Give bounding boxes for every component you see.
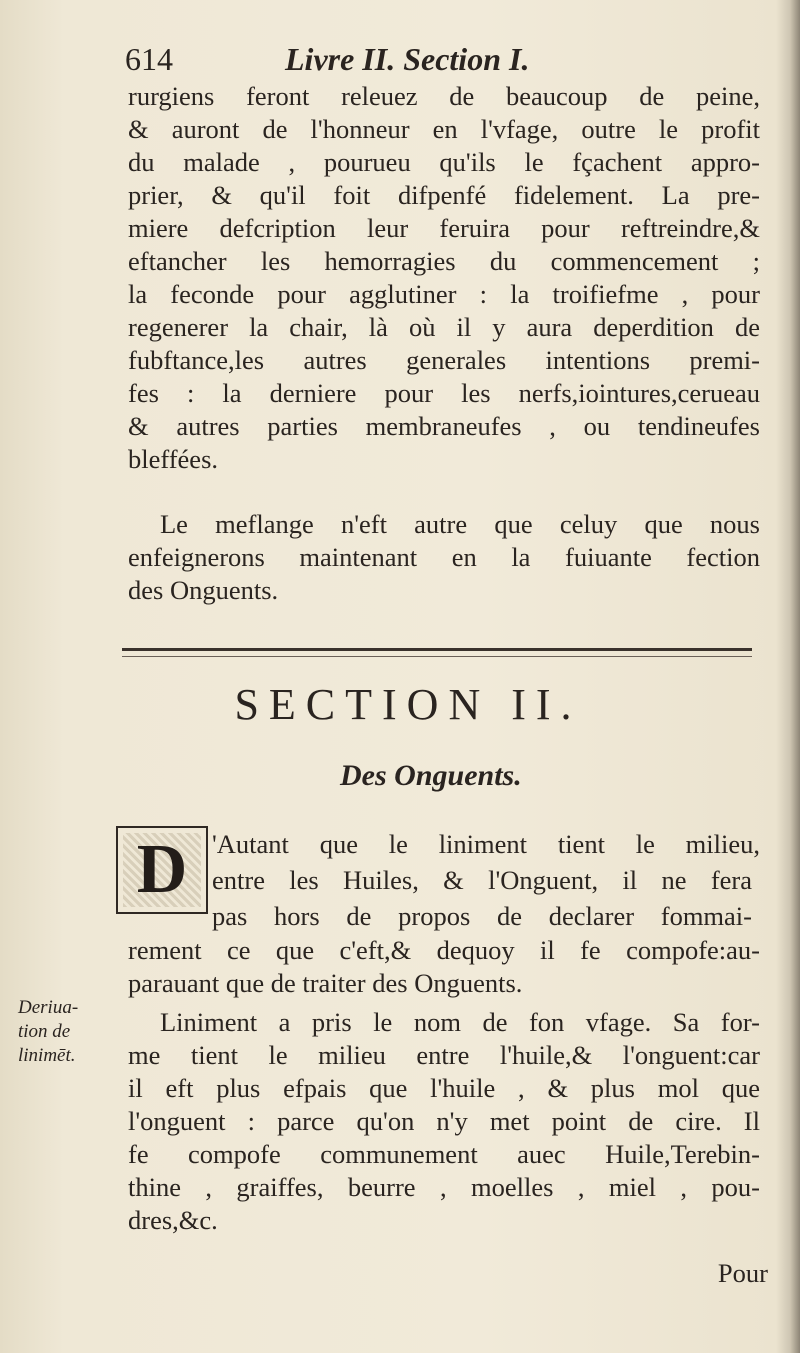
margin-note-line: linimēt. <box>18 1045 76 1066</box>
section-divider-rule <box>122 648 752 657</box>
dropcap-ornament-background <box>123 833 201 907</box>
paragraph-2 <box>128 508 760 607</box>
text-line: prier, & qu'il foit difpenfé fidelement. La pre- <box>128 180 760 210</box>
page-header <box>125 38 765 80</box>
paragraph-3 <box>128 934 760 1000</box>
text-line: enfeignerons maintenant en la fuiuante fection <box>128 542 760 572</box>
text-line: eftancher les hemorragies du commencement ; <box>128 246 760 276</box>
dropcap-letter: D <box>136 831 188 908</box>
text-line: parauant que de traiter des Onguents. <box>128 968 523 998</box>
text-line: me tient le milieu entre l'huile,& l'onguent:car <box>128 1040 760 1070</box>
catchword: Pour <box>717 1258 768 1288</box>
text-line: bleffées. <box>128 444 219 474</box>
text-line: du malade , pourueu qu'ils le fçachent appro- <box>128 147 760 177</box>
text-line: & auront de l'honneur en l'vfage, outre le profit <box>128 114 760 144</box>
text-line: miere defcription leur feruira pour reftreindre,& <box>128 213 760 243</box>
page-spine-shadow <box>790 0 800 1353</box>
ornamental-dropcap <box>116 826 208 914</box>
text-line: rement ce que c'eft,& dequoy il fe compofe:au- <box>128 935 760 965</box>
text-line: thine , graiffes, beurre , moelles , miel , pou- <box>128 1172 760 1202</box>
text-line: des Onguents. <box>128 575 279 605</box>
text-line: Liniment a pris le nom de fon vfage. Sa for- <box>160 1007 760 1037</box>
dropcap-text-line: entre les Huiles, & l'Onguent, il ne fera <box>212 865 752 895</box>
running-title: Livre II. Section I. <box>285 41 530 77</box>
dropcap-text-line: 'Autant que le liniment tient le milieu, <box>212 829 760 859</box>
margin-note-line: tion de <box>18 1021 71 1042</box>
dropcap-text-line: pas hors de propos de declarer fommai- <box>212 901 752 931</box>
text-line: Le meflange n'eft autre que celuy que nous <box>160 509 760 539</box>
text-line: fes : la derniere pour les nerfs,iointures,cerueau <box>128 378 760 408</box>
section-title: SECTION II. <box>234 680 582 729</box>
text-line: il eft plus efpais que l'huile , & plus mol que <box>128 1073 760 1103</box>
text-line: l'onguent : parce qu'on n'y met point de cire. Il <box>128 1106 760 1136</box>
text-line: regenerer la chair, là où il y aura deperdition de <box>128 312 760 342</box>
text-line: la feconde pour agglutiner : la troifiefme , pour <box>128 279 760 309</box>
paragraph-1 <box>128 80 760 476</box>
page-number: 614 <box>125 41 173 77</box>
text-line: fubftance,les autres generales intentions premi- <box>128 345 760 375</box>
text-line: rurgiens feront releuez de beaucoup de peine, <box>128 81 760 111</box>
section-subtitle: Des Onguents. <box>340 759 522 792</box>
margin-note <box>18 996 118 1068</box>
text-line: & autres parties membraneufes , ou tendineufes <box>128 411 760 441</box>
text-line: dres,&c. <box>128 1205 218 1235</box>
margin-note-line: Deriua- <box>18 997 79 1018</box>
text-line: fe compofe communement auec Huile,Terebin- <box>128 1139 760 1169</box>
paragraph-4 <box>128 1006 760 1237</box>
